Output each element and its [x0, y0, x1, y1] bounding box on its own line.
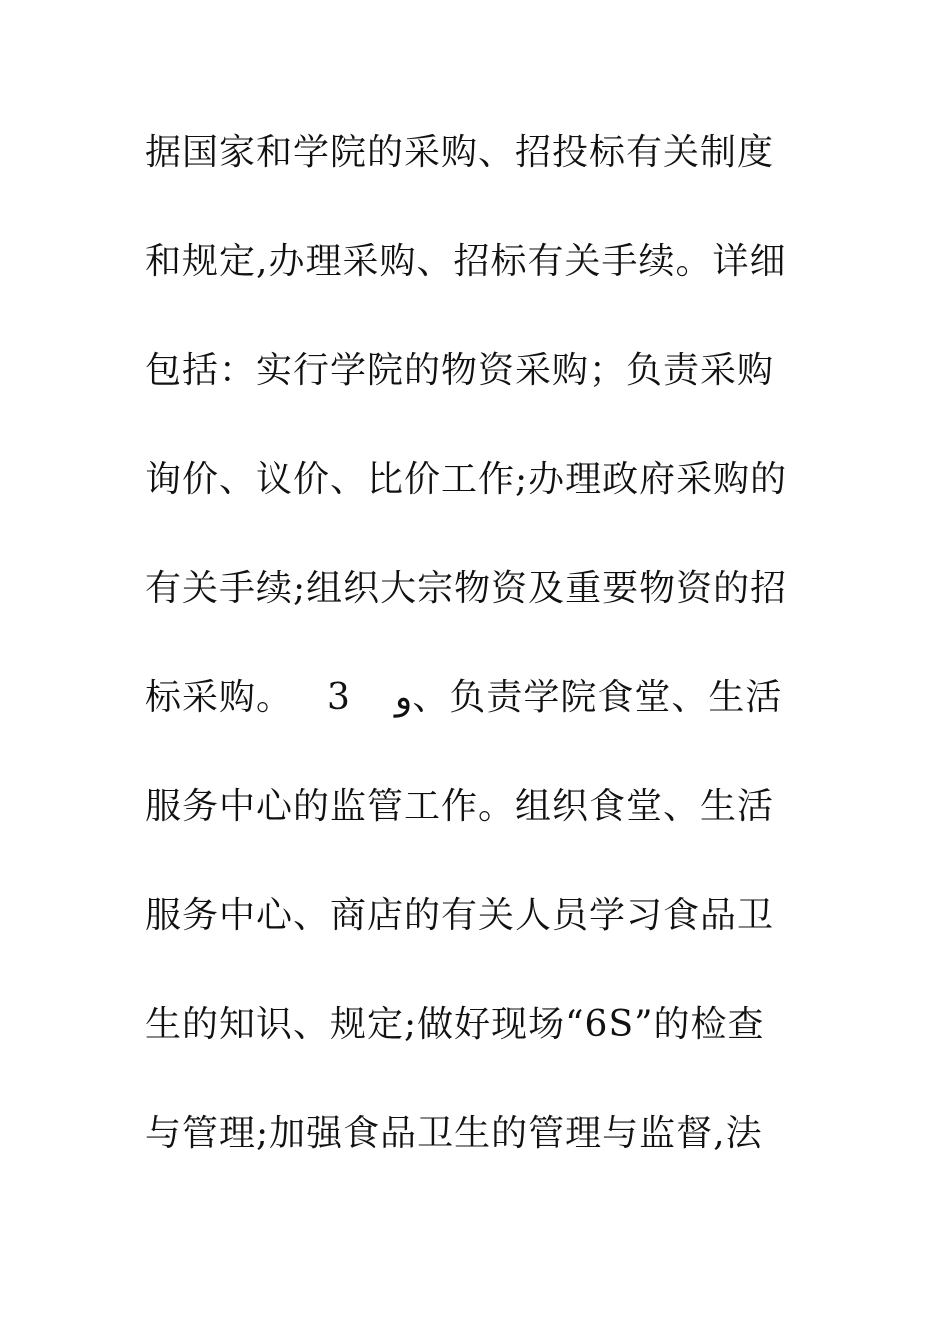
- item-number: 3: [327, 677, 351, 718]
- text-line-4: 询价、议价、比价工作;办理政府采购的: [145, 459, 788, 500]
- body-text: [145, 128, 810, 1218]
- text-line-5: 有关手续;组织大宗物资及重要物资的招: [145, 568, 788, 609]
- text-line-3: 包括：实行学院的物资采购；负责采购: [145, 350, 775, 391]
- text-line-2: 和规定,办理采购、招标有关手续。详细: [145, 241, 787, 282]
- text-line-10: 与管理;加强食品卫生的管理与监督,法: [145, 1113, 763, 1154]
- text-line-9: 生的知识、规定;做好现场“6S”的检查: [145, 1004, 765, 1045]
- line-6-start: 标采购。: [145, 677, 294, 718]
- item-text: 、负责学院食堂、生活: [412, 677, 783, 718]
- text-line-8: 服务中心、商店的有关人员学习食品卫: [145, 895, 775, 936]
- item-mark: و: [394, 677, 413, 718]
- text-line-7: 服务中心的监管工作。组织食堂、生活: [145, 786, 775, 827]
- text-line-6: [145, 673, 810, 782]
- text-line-1: 据国家和学院的采购、招投标有关制度: [145, 132, 775, 173]
